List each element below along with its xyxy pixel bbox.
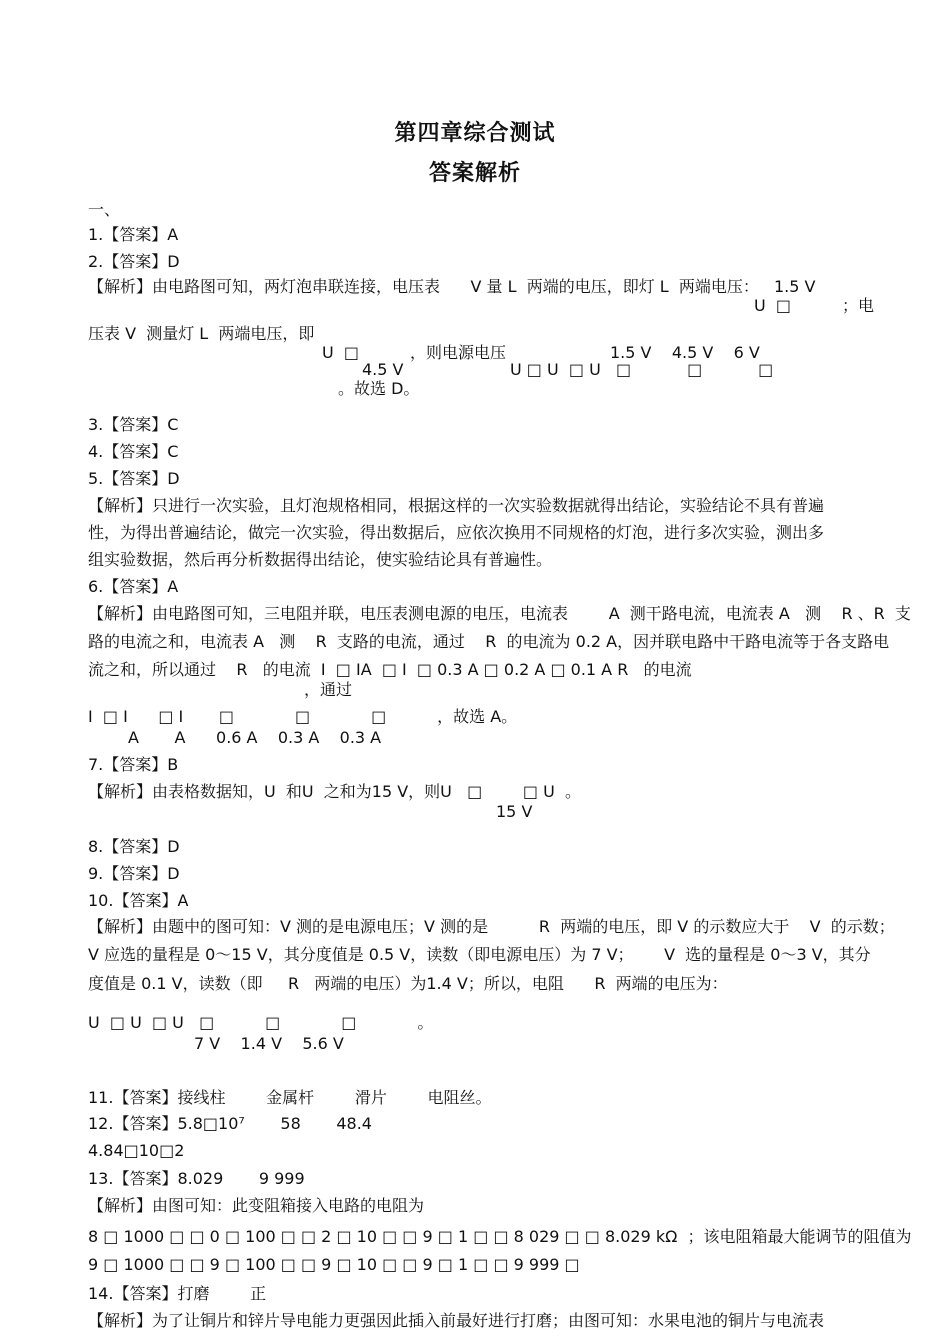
explanation-q2-45: 4.5 V xyxy=(362,360,404,379)
explanation-q6-line3: 流之和，所以通过 R 的电流 I □ IA □ I □ 0.3 A □ 0.2 A □ 0.1 A R 的电流 xyxy=(88,660,692,679)
answer-q7: 7.【答案】B xyxy=(88,755,179,774)
explanation-q2-value: 1.5 V xyxy=(774,277,816,296)
explanation-q2-source: ，则电源电压 xyxy=(410,343,507,362)
explanation-q10-line2: V 应选的量程是 0～15 V，其分度值是 0.5 V，读数（即电源电压）为 7 V； V 选的量程是 0～3 V，其分 xyxy=(88,945,871,964)
explanation-q2-equation: U □ U □ U □ □ □ xyxy=(510,360,774,379)
explanation-q7-value: 15 V xyxy=(496,802,533,821)
explanation-q6-through: ，通过 xyxy=(304,680,353,699)
explanation-q13: 【解析】由图可知：此变阻箱接入电路的电阻为 xyxy=(88,1196,425,1215)
explanation-q2-line1: 【解析】由电路图可知，两灯泡串联连接，电压表 V 量 L 两端的电压，即灯 L 两端电压： xyxy=(88,277,759,296)
answer-q1: 1.【答案】A xyxy=(88,225,179,244)
explanation-q2-u1: U □ xyxy=(754,296,791,315)
explanation-q5-line2: 性，为得出普遍结论，做完一次实验，得出数据后，应依次换用不同规格的灯泡，进行多次实验，测出多 xyxy=(88,523,825,542)
answer-q2: 2.【答案】D xyxy=(88,252,180,271)
explanation-q6-line2: 路的电流之和，电流表 A 测 R 支路的电流，通过 R 的电流为 0.2 A，因并联电路中干路电流等于各支路电 xyxy=(88,632,890,651)
explanation-q2-end: 。故选 D。 xyxy=(338,379,420,398)
answer-q5: 5.【答案】D xyxy=(88,469,180,488)
explanation-q14: 【解析】为了让铜片和锌片导电能力更强因此插入前最好进行打磨；由图可知：水果电池的铜片与电流表 xyxy=(88,1311,825,1330)
answer-q14: 14.【答案】打磨 正 xyxy=(88,1284,267,1303)
explanation-q10-line1: 【解析】由题中的图可知：V 测的是电源电压；V 测的是 R 两端的电压，即 V 的示数应大于 V 的示数； xyxy=(88,917,895,936)
explanation-q6-line1: 【解析】由电路图可知，三电阻并联，电压表测电源的电压，电流表 A 测干路电流，电流表 A 测 R 、R 支 xyxy=(88,604,911,623)
explanation-q10-equation: U □ U □ U □ □ □ 。 xyxy=(88,1013,434,1032)
explanation-q2-semicolon: ；电 xyxy=(842,296,875,315)
answer-q10: 10.【答案】A xyxy=(88,891,189,910)
explanation-q6-equation: I □ I □ I □ □ □ ，故选 A。 xyxy=(88,707,518,726)
explanation-q5-line1: 【解析】只进行一次实验，且灯泡规格相同，根据这样的一次实验数据就得出结论，实验结论不具有普遍 xyxy=(88,496,825,515)
explanation-q10-line3: 度值是 0.1 V，读数（即 R 两端的电压）为1.4 V；所以，电阻 R 两端的电压为： xyxy=(88,974,728,993)
explanation-q13-eq1: 8 □ 1000 □ □ 0 □ 100 □ □ 2 □ 10 □ □ 9 □ 1 □ □ 8 029 □ □ 8.029 kΩ ；该电阻箱最大能调节的阻值为 xyxy=(88,1227,912,1246)
explanation-q2-line2: 压表 V 测量灯 L 两端电压，即 xyxy=(88,324,315,343)
section-heading-1: 一、 xyxy=(88,200,121,219)
answer-q11: 11.【答案】接线柱 金属杆 滑片 电阻丝。 xyxy=(88,1088,492,1107)
explanation-q6-values: A A 0.6 A 0.3 A 0.3 A xyxy=(128,728,382,747)
explanation-q5-line3: 组实验数据，然后再分析数据得出结论，使实验结论具有普遍性。 xyxy=(88,550,553,569)
answer-q9: 9.【答案】D xyxy=(88,864,180,883)
explanation-q2-values: 1.5 V 4.5 V 6 V xyxy=(610,343,760,362)
page-title: 第四章综合测试 xyxy=(394,121,556,146)
explanation-q7: 【解析】由表格数据知，U 和U 之和为15 V，则U □ □ U 。 xyxy=(88,782,582,801)
answer-q8: 8.【答案】D xyxy=(88,837,180,856)
answer-q6: 6.【答案】A xyxy=(88,577,179,596)
answer-q3: 3.【答案】C xyxy=(88,415,179,434)
answer-q13: 13.【答案】8.029 9 999 xyxy=(88,1169,305,1188)
answer-q4: 4.【答案】C xyxy=(88,442,179,461)
explanation-q10-values: 7 V 1.4 V 5.6 V xyxy=(194,1034,344,1053)
answer-q12: 12.【答案】5.8□10⁷ 58 48.4 xyxy=(88,1114,372,1133)
explanation-q13-eq2: 9 □ 1000 □ □ 9 □ 100 □ □ 9 □ 10 □ □ 9 □ 1 □ □ 9 999 □ xyxy=(88,1255,580,1274)
page-subtitle: 答案解析 xyxy=(428,161,521,186)
answer-q12-b: 4.84□10□2 xyxy=(88,1141,185,1160)
explanation-q2-u2: U □ xyxy=(322,343,359,362)
